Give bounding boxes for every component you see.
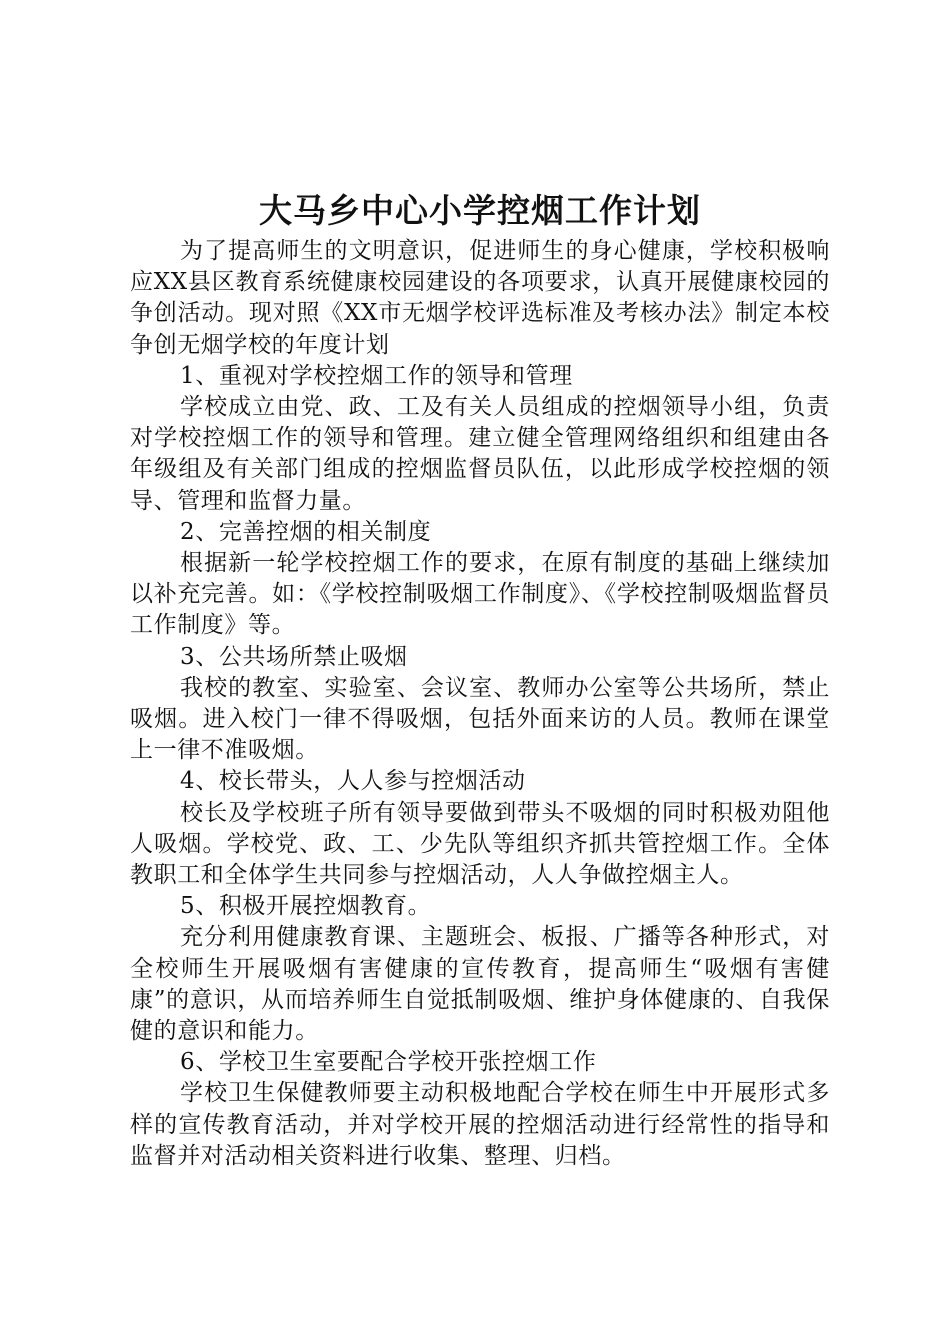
section-3-body: 我校的教室、实验室、会议室、教师办公室等公共场所，禁止吸烟。进入校门一律不得吸烟，包括外面来访的人员。教师在课堂上一律不准吸烟。: [130, 674, 830, 764]
section-1-heading: 1、重视对学校控烟工作的领导和管理: [180, 362, 573, 389]
section-3-heading: 3、公共场所禁止吸烟: [180, 643, 408, 670]
section-2-heading: 2、完善控烟的相关制度: [180, 518, 432, 545]
section-6-body: 学校卫生保健教师要主动积极地配合学校在师生中开展形式多样的宣传教育活动，并对学校开展的控烟活动进行经常性的指导和监督并对活动相关资料进行收集、整理、归档。: [130, 1080, 830, 1169]
document-page: [130, 186, 830, 1172]
section-4-heading: 4、校长带头，人人参与控烟活动: [180, 768, 526, 795]
section-6-heading: 6、学校卫生室要配合学校开张控烟工作: [180, 1049, 597, 1076]
section-1-body: 学校成立由党、政、工及有关人员组成的控烟领导小组，负责对学校控烟工作的领导和管理。建立健全管理网络组织和组建由各年级组及有关部门组成的控烟监督员队伍，以此形成学校控烟的领导、管理和监督力量。: [130, 394, 830, 514]
intro-paragraph: 为了提高师生的文明意识，促进师生的身心健康，学校积极响应XX县区教育系统健康校园建设的各项要求，认真开展健康校园的争创活动。现对照《XX市无烟学校评选标准及考核办法》制定本校争创无烟学校的年度计划: [130, 238, 830, 358]
document-title: 大马乡中心小学控烟工作计划: [259, 191, 701, 230]
section-5-body: 充分利用健康教育课、主题班会、板报、广播等各种形式，对全校师生开展吸烟有害健康的宣传教育，提高师生“吸烟有害健康”的意识，从而培养师生自觉抵制吸烟、维护身体健康的、自我保健的意识和能力。: [130, 924, 830, 1045]
section-4-body: 校长及学校班子所有领导要做到带头不吸烟的同时积极劝阻他人吸烟。学校党、政、工、少先队等组织齐抓共管控烟工作。全体教职工和全体学生共同参与控烟活动，人人争做控烟主人。: [130, 799, 830, 889]
section-2-body: 根据新一轮学校控烟工作的要求，在原有制度的基础上继续加以补充完善。如：《学校控制吸烟工作制度》、《学校控制吸烟监督员工作制度》等。: [130, 550, 830, 639]
section-5-heading: 5、积极开展控烟教育。: [180, 893, 432, 920]
